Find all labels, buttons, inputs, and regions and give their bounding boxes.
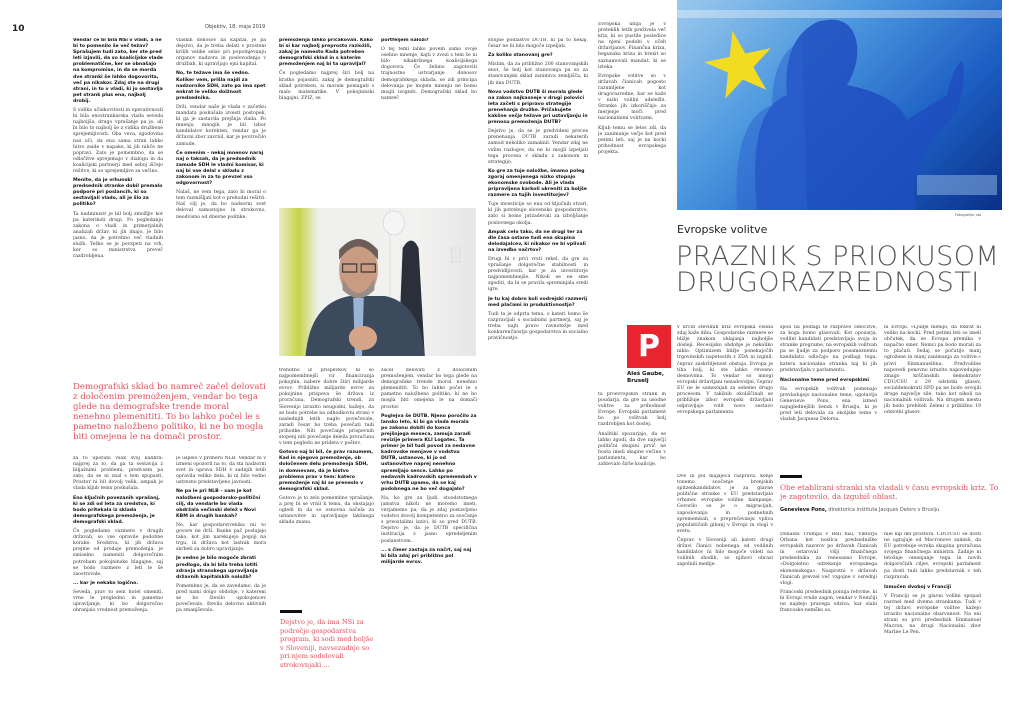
paragraph: Tudi ta je odprta tema, o kateri bomo še razpravljali s socialnimi partnerji, saj je treba najti pravo ravnotežje med konkurenčnostjo gospodarstva in socialno pravičnostjo. <box>488 311 588 342</box>
paragraph: Čeprav v Sloveniji ali kateri drugi državi članici nobenega od vodilnih kandidatov ni bilo mogoče videti na volilnih shodih, so njihovi obrazi zapolnili medije. <box>677 537 773 568</box>
section-kicker: Evropske volitve <box>677 223 768 236</box>
paragraph: Dejstvo je, da se je predvideni proces prenehanja DUTB zaradi nekaterih zamud nekoliko zamaknil. Vendar zdaj ne vidim razlogov, da ne bi mogli izpeljati tega procesa v skladu z zakonom in strategijo. <box>488 129 588 165</box>
author-byline: Aleš Gaube, Bruselj <box>627 371 664 384</box>
paragraph: O tej temi lahko povem samo svoje osebno mnenje, kajti v zvezi s tem še ni bilo nikakršnega koalicijskega dogovora. Če želimo zagotoviti trajnostno ustvarjanje donosov demografskega sklada, se zdi principa delovanja po mojem mnenju ne bomo mogli izogniti. Demografski sklad bo namreč <box>381 47 477 101</box>
paragraph: Kljub temu se letos zdi, da je zanimanje večje kot pred petimi leti, saj je na kocki prihodnost evropskega projekta. <box>598 125 666 155</box>
interview-question: ... s čimer zastaja za načrt, saj naj bi bila zdaj pri približno pol milijarde evrov. <box>381 547 472 565</box>
column-r0-top <box>598 22 666 318</box>
paragraph: stoljne podlastvo DUTB, ni pa to nekaj, česar ne bi bilo mogoče izpeljati. <box>488 38 588 50</box>
paragraph: Če pogledamo razmere v drugih državah, so vse opravile podobne korake. Sredstva, ki jih država prejme od prodaje premoženja, je smiselno nameniti dolgoročnim potrebam pokojninske blagajne, saj se bodo razmere z leti le še zaostrovale. <box>73 529 163 577</box>
paragraph: V Franciji se je glavni volilni spopad razvnel med dvema strankama. Tudi v tej državi evropske volitve kažejo izrazito nacionalno obarvanost. Na eni strani so prvi predsednik Emmanuel Macron, na drugi Nacionalni zbor Marine Le Pen. <box>884 593 981 636</box>
page-number: 10 <box>12 24 25 34</box>
paragraph: Evropske volitve so v državah članicah pogosto razumljene kot drugorazredne, kar se kaže v nizki volilni udeležbi. Stranke jih izkoriščajo za merjenje moči pred nacionalnimi volitvami. <box>598 73 666 122</box>
paragraph: Tuje investicije so ena od ključnih stvari, ki jih potrebuje slovensko gospodarstvo, zato si bomo prizadevali za izboljšanje poslovnega okolja. <box>488 202 588 226</box>
interview-question: Menite, da je vrhunski predsednik stranke dobil premalo podpore pri poslancih, ki so sestavljali vlado, ali je šlo za politiko? <box>73 178 163 208</box>
quote-author-role: direktorica inštituta Jacques Delors v Bruslju <box>828 507 940 513</box>
publication-logo: P <box>627 325 671 368</box>
interview-question: Za koliko stanovanj gre? <box>488 53 553 59</box>
column-r3-bottom <box>884 532 981 720</box>
subheading: Izmučen dvoboj v Franciji <box>884 584 952 590</box>
paragraph: začel delovati z določenim premoženjem, vendar bo tega glede na demografske trende moral nenehno plemenititi. To bo lahko počel le s pametno naložbeno politiko, ki ne bo mogla biti omejena le na domači prostor. <box>381 368 477 410</box>
column-3-middle <box>279 368 374 606</box>
interview-question: Je tu kaj dobro koli vodrejski razmerij med plačami in produktivnostjo? <box>488 296 588 308</box>
pull-quote-2: Dejstvo je, da ima NSi za področje gospodarstva program, ki sodi med boljše v Sloveniji, navsezadnje so pri njem sodelovali strokovnjaki ... <box>280 618 374 669</box>
column-r2-top <box>780 325 877 469</box>
folio: Objektiv, 18. maja 2019 <box>205 24 266 30</box>
paragraph: Dve in pol majaječa razprava, kenje tonemo soočenje brenjskih spitzenkandidatov, je za glavne politične stranke v EU predstavljala vrhunec evropske volilne kampanje. Govorilo se je o migracijah, zaposlovanju in podnebnih spremembah, o preprečevanju vpliva populističnih gibanj v Evropi in vlogi v svetu. <box>677 474 773 534</box>
column-2-bottom <box>176 456 266 721</box>
interview-question: Ko gre za tuje naložbe, imamo poleg zgoraj omenjenega nizko stopnjo ekonomske svobode. Ali je vlada pripravljena karkoli ukreniti za boljše razmere za tujih investitorjev? <box>488 168 587 199</box>
column-4-middle <box>381 368 477 720</box>
paragraph: ni Evropi. »Ljudje menijo, da tokrat ni veliko na kocki. Pred petimi leti so imeli občutek, da se Evropa premika v napačno smer. Nemci pa bodo morali za to plačati. Sedaj se počutijo manj ogrožene in manj zanimanja za volitve,« pravi Emmanuellina. Predvolilne napovedi ponovno izrazito napovedujejo zmago krščanskih demokratov CDU/CSU z 29 odstotki glasov, socialdemokrati SPD pa ne bodo osvojili druge največje sile, tako kot nikoli na nacionalnih volitvah. Na drugem mestu jih bodo prehiteli Zeleni z približno 19 odstotki glasov. <box>884 325 981 416</box>
paragraph: nile kip del prostora. CDU/CSU se dosti ne ugrajuje od Macronove zamisli, da EU potrebuje evrska skupina proračuna svojega finančnega ministra. Zadnje ni letošnje omenjanje tega in novih dolgoročnih ciljev, evropski parlament pa dosti tudi lahko predstavnik v teh razpravah. <box>884 532 981 580</box>
paragraph: Če pogledamo najprej širi bolj na kratko pojasniti, zakaj je demografski sklad potreben, si moram pomagati s malo matematike. V pokojninski blagajni, ZPIZ, se <box>279 71 374 101</box>
paragraph: v krčih številnih kriz evropska celina zdaj kaže dihu. Gospodarske razmere so bližje znakom ohlajanja najboljše dosleji. Recesijsko obdobje je nekoliko niklo. Optimizem bližje ponekajočih trgovinskih napetostih z ZDA ni izginil, čeprav zaskrbljenost obstaja. Evropa je tiha bolj, ki ste lahko revesno desnovima. To vendar so mnogi evropski državljani nezadovoljni, čeprav EU ne le sameznjak za sebemo drugo procesom. V takšnih okoliščinah se približuje izbor evropski državljani odpravljajo volit novo sestavo evropskega parlamenta. <box>677 325 773 416</box>
paragraph: Evropska unija je v preteklih letih preživela več kriz, ki so pustile posledice na njeni podobi v očeh državljanov. Finančna kriza, begunska kriza in brexit so zaznamovali mandat, ki se izteka. <box>598 22 666 70</box>
pull-quote: Demografski sklad bo namreč začel delovati z določenim premoženjem, vendar bo tega glede na demografske trende moral nenehno plemenititi. To bo lahko počel le s pametno naložbeno politiko, ki ne bo mogla biti omejena le na domači prostor. <box>73 382 266 442</box>
column-r1-bottom <box>677 474 773 720</box>
headline-line-1: PRAZNIK S PRIOKUSOM <box>676 241 1000 272</box>
paragraph: ta proevropskih strank in poudarja, da gre za usodne volitve za prihodnost Evrope. Evropski parlament bo po volitvah bolj razdrobljen kot doslej. <box>598 392 666 428</box>
paragraph: Drugi bi v prvi vrsti rekel, da gre za vprašanje dolgoročne stabilnosti in predvidljivosti, kar je za investitorje najpomembnejše. Nikoli se ne sme zgoditi, da bi se pravila spreminjala sredi igre. <box>488 257 588 293</box>
interview-question: No, te težave ima še vedno. Koliker vem, prišla najdi za nadzornike SDH, zato pa ima spet enkrat le veliko dolžnost predsednika. <box>176 71 266 101</box>
interview-question: Je vedno je bilo mogoče zbrati predlogo, da bi bila treba lotiti zdravja stranskega upravljanja državnih kapitalskih naložb? <box>176 556 258 580</box>
pull-quote-right: Obe etablirani stranki sta vladali v času evropskih kriz. To je zagotovilo, da izgubiš oblast. <box>780 483 999 502</box>
column-3-top <box>279 38 374 203</box>
paragraph: Drži, vendar naše je vlada v začetku mandata poskušala izvesti postopek, ki ga je zastavila prejšnja vlada. Po mnenju mnogih je bil izbor kandidatov korekten, vendar ga je državni zbor zavrnil, kar je povzročilo zamude. <box>176 104 266 147</box>
column-4-top <box>381 38 477 203</box>
paragraph: Ne, kar gospodarstvenika mi to govore ne drži. Banke pač poslujejo tako, kot jim narekujejo pogoji na trgu, in država kot lastnik mora skrbeti za dobro upravljanje. <box>176 522 266 553</box>
interview-question: Ampak celo tako, da ne drugi ter za dle časa ostane tudi ena skupina delodajalcev, ki nikakor ne bi vplivali na izvedbo načrtov? <box>488 229 586 253</box>
paragraph: za to uporabi vsak svoj kalibra: najprej za to, da ga ta sestavija z biljažnimi problemi, predvsem pa zato, da se ni znal s tem spopasti. Prostor ni bil dovolj velik, ampak je vlada kljub temu poskušala. <box>73 456 163 492</box>
paragraph: Nalaš, ne vem tega, zato bi moral o tem razmišljati kot o prehodni rešitvi. Naš cilj je, da bo nadzorni svet deloval samostojno in strokovno, neodvisno od dnevne politike. <box>176 190 266 220</box>
column-r0-bottom <box>598 392 666 720</box>
paragraph: Gotovo je to zelo pomembno vprašanje, a prej bi se vrnil k temu, da obstajajo ogledi in da so osnovna načela za ustanovitev in upravljanje takšnega sklada znana. <box>279 495 374 526</box>
paragraph: vlaskih donosov na kapital, je pa dejstvo, da je treba delati v prostem krilih velike selav pri popolnjevanju organov nadzora in poslovodenja v družbah, ki upravljajo ejni kapital. <box>176 38 266 68</box>
column-1-top <box>73 38 163 375</box>
paragraph: spoli na podlagi te razprave odločitve, za koga bomo glasovali. Kot opozarja, vodilni kandidati predstavljajo svoja in stranke programe, na evropskih volitvah pa se ljudje za podporo posameznemu kandidatu odločajo na podlagi tega, katera nacionalna stranka naj bi jih predstavljala v parlamentu. <box>780 325 877 373</box>
interview-question: Vendar če bi bila NSi v vladi, a ne bi to pomenilo še več težav? Sprašujem tudi zato, ker ste pred leti izjavili, da so koalicijske vlade problematične, ker se obnašajo na kompromise, in da se morda dve stranki še lahko dogovorita, več pa nikakor. Zdaj ste na drugi strani, in to v vladi, ki jo sestavlja pet strank plus ena, najbolj drobij. <box>73 38 163 104</box>
paragraph: Analitiki opozarjajo, da se lahko zgodi, da dve največji politični skupini prvič ne bosta imeli skupne večine v parlamentu, kar bo zahtevalo širše koalicije. <box>598 431 666 468</box>
interview-question: Gotovo naj bi bil, če prav razumem, Kad in njegovo premoženje, ob določenem delu premoženja SDH, in domnevam, da je bistvo problema prav v tem: katero premoženje naj bi se preneslo v demografski sklad. <box>279 450 374 492</box>
interview-question: Poglejva še DUTB. Njeno poročilo za lansko leto, ki bi ga vlada morala po zakonu dobiti do konca prejšnjega meseca, zamuja zaradi revizije primera KLI Logatec. Ta primer je bil tudi povod za nedavne kadrovske menjave v vodstvu DUTB, ustanove, ki jo od ustanovitve naprej nenehno spremljajo sence. Lahko po nedavnih kadrovskih spremembah v vrhu DUTB upamo, da se kaj podobnega ne bo več dogajalo? <box>381 413 477 492</box>
interview-question: Novo vodstvo DUTB ši morala glede na zakon najkasneje v drugi polovici leta začeti s pripravo strategije prenehanja družbe. Pričakujete kakšne večje težave pri ustavljanju in prenosu premoženja DUTB? <box>488 89 588 126</box>
paragraph: Francoski predsednik ponuja reforme, ki bi Evropi vrnile zagon, vendar v Nemčiji ne najdejo pravega odziva, kar slabi francosko-nemško os. <box>780 589 877 614</box>
column-1-bottom <box>73 456 163 721</box>
interview-question: ... kar je nekako logično. <box>73 580 139 586</box>
headline <box>676 241 1000 298</box>
quote-attribution <box>780 507 1010 513</box>
paragraph: Donalda Trumpa v Beli hiši, Viktorja Orbana kot nosilca predsedniške evropskih nazorov po državah članicah in ostaroval višji finančnega predsednika za renesanso Evrope, »Dolgoletno odrekanje evropskega ekonomskega«. Nasprotni v državah članicah prevzel več vzgojne v osrednji vlogi. <box>780 532 877 586</box>
photo-credit: Fotografija: sta <box>955 213 982 217</box>
paragraph: Ta nadministr je bil bolj zmožljiv kot pa katerikoli drugi. Po pogledanju zakona o vladi in primerjalnih analizah držav, ki jih imajo, je bilo jasno, da je potrebno več vladnih služb. Težko se je povzpeti na vrh, ker so ministrstva preveč razdrobljena. <box>73 211 163 260</box>
column-r2-bottom <box>780 532 877 720</box>
eu-photo <box>677 0 1002 210</box>
quote-bar <box>280 610 302 613</box>
interview-question: portfeljem naloži? <box>381 38 429 43</box>
column-r3-top <box>884 325 981 469</box>
column-2-top <box>176 38 266 375</box>
headline-line-2: DRUGORAZREDNOSTI <box>676 267 980 298</box>
paragraph: trenutno iz prispevkov, ki so najpomembnejši vir financiranja pokojnin, nabere dobre štiri milijarde evrov. Približno milijardo evrov za pokojnine prispeva še država iz proračuna. Demografski trendi, za Slovenijo izrazito neugodni, kažejo, da se bodo potrebe na odhodkovni strani v naslednjih letih naglo povečevale, zaradi česar bo treba povečati tudi prihodke. Niti povečanje prispevnih stopenj niti povečanje deleža proračuna v tem pogledu ne pridetа v poštev. <box>279 368 374 447</box>
quote-author-name: Genevieve Pons, <box>780 507 827 513</box>
paragraph: Mislim, da za približno 200 stanovanjskih enot, še bolj kot stanovanja pa so za stanovanjski sklad zanimiva zemljišča, ki jih ima DUTB. <box>488 62 588 86</box>
interview-photo <box>279 208 476 356</box>
subheading: Nacionalne teme pred evropskimi <box>780 377 870 383</box>
column-r1-top <box>677 325 773 469</box>
quote-bar-right <box>780 475 802 478</box>
column-5 <box>488 38 588 718</box>
paragraph: Na, ko gre za ljudi, stoodstotnega jamstva nikoli ne moremo imeti, verjamemo pa, da je zdaj postavljeno vodstvo dovolj kompetentno za soočanje s preostalimi izzivi, ki so pred DUTB. Dejstvo je, da je DUTB specifična institucija z jasno opredeljenim poslanstvom. <box>381 495 477 544</box>
interview-question: Če omenim – nekaj mnenov naraj naj o taksah, da je predsednik zamude SDH le vladni komisar, ki naj bi vse delal v skladu z zakonom in za to prevzel vso odgovornost? <box>176 150 264 187</box>
interview-question: premoženja lahko pričakovali. Kako bi si kar najbolj preprosto razložili, zakaj je namesto Kada potreben demografski sklad in s katerim premoženjem naj bi ta upravljal? <box>279 38 373 68</box>
paragraph: Pomembno je, da se zavedamo, da je pred nami dolgo obdobje, v katerem se bo število upokojencev povečevalo, število delovno aktivnih pa zmanjševalo. <box>176 583 266 614</box>
interview-question: Ne pa le pri NLB – sam je kot naložbeni gospodarsko-politični cilj, da vendarle bo vlada obdržala večinski delež v Novi KBM in drugih bankah? <box>176 489 261 519</box>
interview-question: Eno ključnih povezanih vprašanj, ki se zdi od leta za sredstva, ki bodo pritekala iz sklada demografskega premoženja, je demografski sklad. <box>73 495 160 525</box>
paragraph: S vidika učinkovitosti in operativnosti bi bila enostrankarska vlada seveda najboljša, drugo vprašanje pa je, ali bi bilo to najbolj še z vidika družbene sprejemljivosti. Oba veva, zgodovina nas uči, da ena sama stran lahko hitro zaide v napake, ki jih nihče ne popravi. Zato je pomembno, da se odločitve sprejemajo v dialogu in da koalicijski partnerji med seboj iščejo rešitve, ki so sprejemljive za večino. <box>73 108 163 174</box>
paragraph: Na evropskih volitvah pomenajo prevladujejo nacionalne teme, ugotavlja Genevieve Pons, ena izmed najuglednejših žensk v Bruslju, ki je pred leti delovala za okoljske teme v vladah Jacquesa Delorsa. <box>780 386 877 423</box>
paragraph: je uspelo v primeru NLB. Vendar bi v izmeni opozoril na to, da sta nadzorni svet in uprava SDH v zadnjih letih opravila veliko dela, ki ni bilo vedno ustrezno predstavljeno javnosti. <box>176 456 266 486</box>
paragraph: Seveda, prav to sem hotel omeniti, vrne le pregledno in pametno upravljanje, ki bo dolgoročno ohranjalo vrednost premoženja. <box>73 589 163 614</box>
